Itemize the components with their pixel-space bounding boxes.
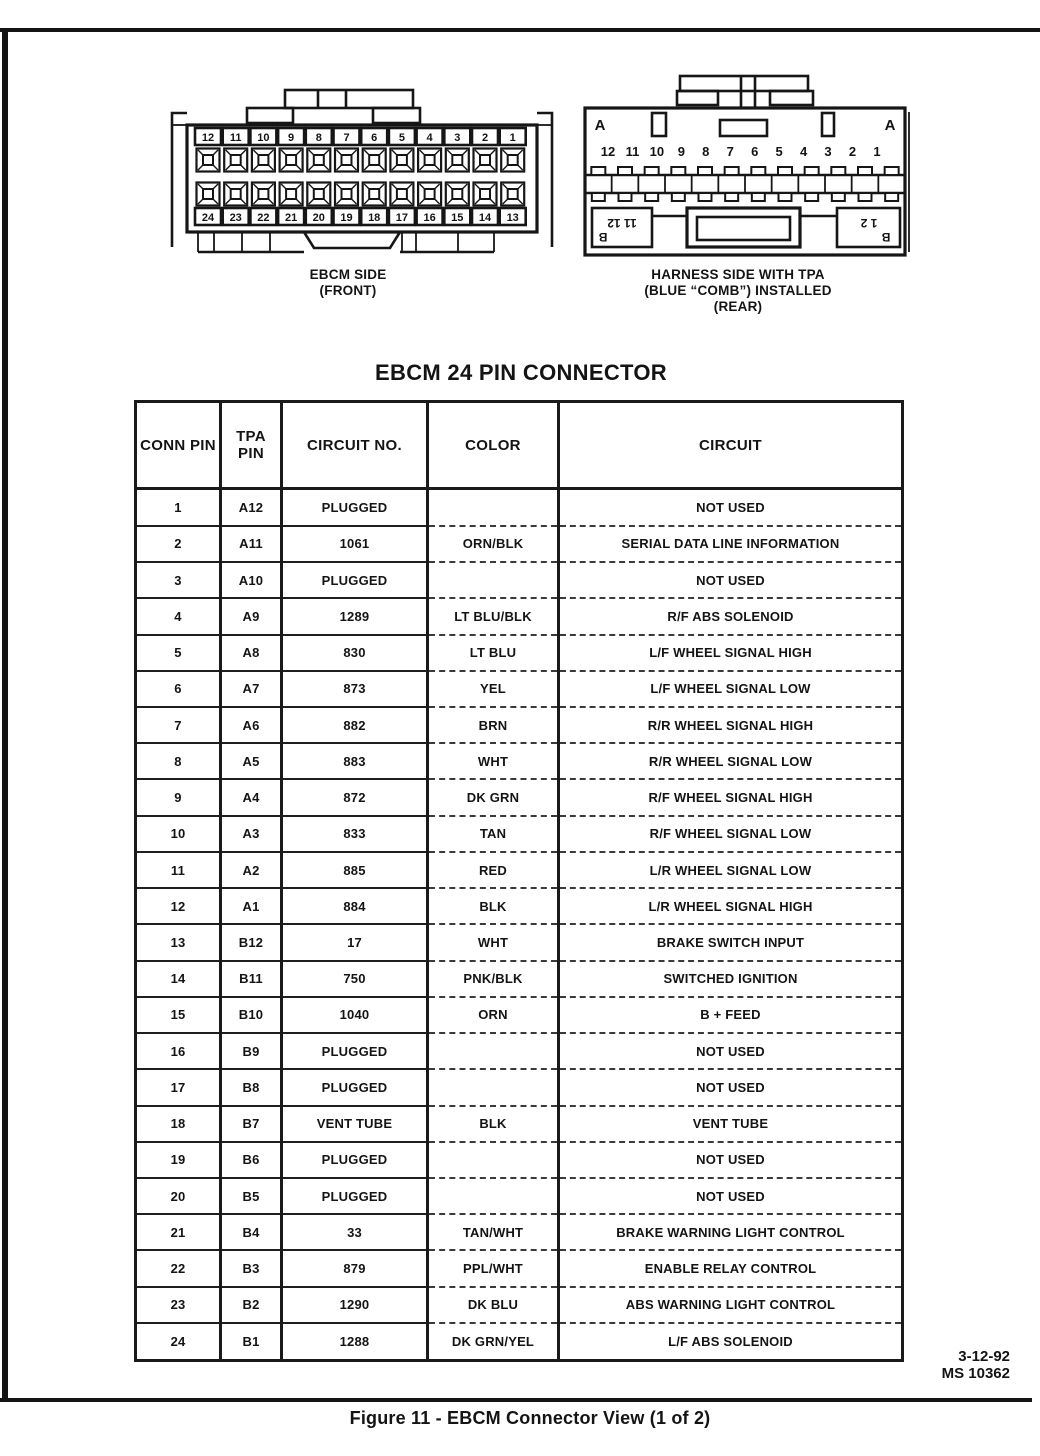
- color-cell: DK BLU: [428, 1287, 559, 1323]
- table-row: [136, 526, 903, 562]
- color-cell: [428, 1033, 559, 1069]
- circuit-cell: B + FEED: [559, 997, 903, 1033]
- table-row: [136, 671, 903, 707]
- tpa-pin-cell: B5: [221, 1178, 282, 1214]
- color-cell: WHT: [428, 924, 559, 960]
- svg-text:1: 1: [873, 144, 881, 159]
- table-row: [136, 1106, 903, 1142]
- table-row: [136, 888, 903, 924]
- circuit-cell: NOT USED: [559, 1033, 903, 1069]
- tpa-pin-cell: A1: [221, 888, 282, 924]
- table-row: [136, 1214, 903, 1250]
- svg-text:9: 9: [677, 144, 685, 159]
- color-cell: ORN: [428, 997, 559, 1033]
- circuit-cell: SWITCHED IGNITION: [559, 961, 903, 997]
- circuit-no-cell: 33: [282, 1214, 428, 1250]
- svg-text:13: 13: [506, 212, 519, 224]
- color-cell: BRN: [428, 707, 559, 743]
- document-number: MS 10362: [941, 1365, 1010, 1383]
- svg-text:2: 2: [481, 132, 489, 144]
- tpa-pin-cell: B12: [221, 924, 282, 960]
- color-cell: YEL: [428, 671, 559, 707]
- circuit-cell: SERIAL DATA LINE INFORMATION: [559, 526, 903, 562]
- table-row: [136, 1178, 903, 1214]
- circuit-cell: R/F WHEEL SIGNAL LOW: [559, 816, 903, 852]
- svg-text:10: 10: [649, 144, 665, 159]
- circuit-cell: R/R WHEEL SIGNAL HIGH: [559, 707, 903, 743]
- color-cell: BLK: [428, 1106, 559, 1142]
- circuit-no-cell: 885: [282, 852, 428, 888]
- conn-pin-cell: 24: [136, 1323, 221, 1361]
- harness-side-label-line3: (REAR): [713, 298, 763, 314]
- table-row: [136, 779, 903, 815]
- svg-text:14: 14: [478, 212, 492, 224]
- ebcm-side-connector-diagram: [158, 84, 558, 274]
- table-row: [136, 1033, 903, 1069]
- tpa-pin-cell: B4: [221, 1214, 282, 1250]
- table-row: [136, 598, 903, 634]
- table-row: [136, 1287, 903, 1323]
- tpa-pin-cell: B7: [221, 1106, 282, 1142]
- conn-pin-cell: 3: [136, 562, 221, 598]
- tpa-pin-cell: B11: [221, 961, 282, 997]
- svg-text:A: A: [594, 117, 606, 134]
- page-border-top: [0, 28, 1040, 32]
- column-header: CONN PIN: [136, 402, 221, 489]
- svg-text:15: 15: [451, 212, 464, 224]
- conn-pin-cell: 5: [136, 635, 221, 671]
- svg-text:4: 4: [799, 144, 808, 159]
- circuit-cell: L/R WHEEL SIGNAL LOW: [559, 852, 903, 888]
- svg-text:6: 6: [371, 132, 378, 144]
- table-row: [136, 961, 903, 997]
- conn-pin-cell: 1: [136, 489, 221, 526]
- tpa-pin-cell: B3: [221, 1250, 282, 1286]
- circuit-no-cell: 1288: [282, 1323, 428, 1361]
- table-row: [136, 924, 903, 960]
- color-cell: LT BLU/BLK: [428, 598, 559, 634]
- tpa-pin-cell: B9: [221, 1033, 282, 1069]
- tpa-pin-cell: A7: [221, 671, 282, 707]
- svg-text:23: 23: [229, 212, 242, 224]
- page-border-left: [2, 28, 8, 1402]
- color-cell: TAN: [428, 816, 559, 852]
- svg-text:3: 3: [454, 132, 461, 144]
- circuit-no-cell: PLUGGED: [282, 562, 428, 598]
- circuit-no-cell: 872: [282, 779, 428, 815]
- circuit-cell: NOT USED: [559, 1069, 903, 1105]
- color-cell: RED: [428, 852, 559, 888]
- table-row: [136, 635, 903, 671]
- svg-text:B: B: [881, 230, 891, 244]
- color-cell: ORN/BLK: [428, 526, 559, 562]
- conn-pin-cell: 22: [136, 1250, 221, 1286]
- color-cell: [428, 489, 559, 526]
- conn-pin-cell: 20: [136, 1178, 221, 1214]
- table-row: [136, 562, 903, 598]
- circuit-no-cell: 1290: [282, 1287, 428, 1323]
- svg-text:11: 11: [229, 132, 242, 144]
- conn-pin-cell: 13: [136, 924, 221, 960]
- color-cell: [428, 1178, 559, 1214]
- circuit-no-cell: 882: [282, 707, 428, 743]
- document-info: [810, 1348, 1010, 1383]
- ebcm-connector-icon: [158, 84, 558, 274]
- circuit-no-cell: 1061: [282, 526, 428, 562]
- svg-text:12: 12: [201, 132, 215, 144]
- svg-text:7: 7: [726, 144, 734, 159]
- header-row: [136, 402, 903, 489]
- tpa-pin-cell: A5: [221, 743, 282, 779]
- circuit-cell: VENT TUBE: [559, 1106, 903, 1142]
- svg-text:11 12: 11 12: [607, 216, 637, 230]
- color-cell: WHT: [428, 743, 559, 779]
- color-cell: PNK/BLK: [428, 961, 559, 997]
- conn-pin-cell: 7: [136, 707, 221, 743]
- tpa-pin-cell: A2: [221, 852, 282, 888]
- page-border-bottom: [0, 1398, 1032, 1402]
- svg-text:7: 7: [343, 132, 350, 144]
- conn-pin-cell: 15: [136, 997, 221, 1033]
- conn-pin-cell: 23: [136, 1287, 221, 1323]
- document-date: 3-12-92: [958, 1348, 1010, 1365]
- circuit-no-cell: 873: [282, 671, 428, 707]
- circuit-cell: NOT USED: [559, 489, 903, 526]
- conn-pin-cell: 16: [136, 1033, 221, 1069]
- tpa-pin-cell: B6: [221, 1142, 282, 1178]
- tpa-pin-cell: B8: [221, 1069, 282, 1105]
- circuit-no-cell: 17: [282, 924, 428, 960]
- color-cell: [428, 562, 559, 598]
- column-header: CIRCUIT: [559, 402, 903, 489]
- harness-side-label: [588, 267, 888, 315]
- table-row: [136, 816, 903, 852]
- tpa-pin-cell: A6: [221, 707, 282, 743]
- conn-pin-cell: 21: [136, 1214, 221, 1250]
- tpa-pin-cell: B1: [221, 1323, 282, 1361]
- figure-caption: Figure 11 - EBCM Connector View (1 of 2): [349, 1408, 711, 1428]
- circuit-cell: R/F ABS SOLENOID: [559, 598, 903, 634]
- color-cell: DK GRN: [428, 779, 559, 815]
- table-row: [136, 707, 903, 743]
- ebcm-side-label-line1: EBCM SIDE: [309, 267, 387, 282]
- tpa-pin-cell: A3: [221, 816, 282, 852]
- conn-pin-cell: 12: [136, 888, 221, 924]
- circuit-cell: NOT USED: [559, 1178, 903, 1214]
- tpa-pin-cell: A9: [221, 598, 282, 634]
- circuit-no-cell: PLUGGED: [282, 1069, 428, 1105]
- tpa-pin-cell: A8: [221, 635, 282, 671]
- circuit-no-cell: PLUGGED: [282, 1142, 428, 1178]
- conn-pin-cell: 14: [136, 961, 221, 997]
- table-title: EBCM 24 PIN CONNECTOR: [375, 360, 667, 385]
- svg-text:5: 5: [398, 132, 405, 144]
- svg-text:18: 18: [368, 212, 381, 224]
- circuit-no-cell: 833: [282, 816, 428, 852]
- svg-text:8: 8: [702, 144, 710, 159]
- conn-pin-cell: 4: [136, 598, 221, 634]
- svg-text:6: 6: [751, 144, 759, 159]
- color-cell: DK GRN/YEL: [428, 1323, 559, 1361]
- circuit-no-cell: 750: [282, 961, 428, 997]
- tpa-pin-cell: B2: [221, 1287, 282, 1323]
- svg-text:12: 12: [600, 144, 616, 159]
- column-header: TPA PIN: [221, 402, 282, 489]
- table-row: [136, 1069, 903, 1105]
- circuit-cell: BRAKE WARNING LIGHT CONTROL: [559, 1214, 903, 1250]
- ebcm-pin-grid: [195, 128, 526, 225]
- circuit-no-cell: 1289: [282, 598, 428, 634]
- svg-text:20: 20: [312, 212, 325, 224]
- harness-side-label-line1: HARNESS SIDE WITH TPA: [651, 267, 825, 282]
- ebcm-side-label-line2: (FRONT): [319, 282, 377, 298]
- svg-text:2: 2: [848, 144, 857, 159]
- pinout-table-head: [136, 402, 903, 489]
- harness-connector-icon: [576, 70, 916, 266]
- table-row: [136, 1323, 903, 1361]
- color-cell: LT BLU: [428, 635, 559, 671]
- svg-text:3: 3: [824, 144, 832, 159]
- circuit-no-cell: 1040: [282, 997, 428, 1033]
- circuit-cell: L/F WHEEL SIGNAL HIGH: [559, 635, 903, 671]
- color-cell: PPL/WHT: [428, 1250, 559, 1286]
- svg-text:1 2: 1 2: [860, 216, 878, 230]
- pinout-table-body: [136, 489, 903, 1361]
- svg-text:B: B: [598, 230, 608, 244]
- circuit-cell: BRAKE SWITCH INPUT: [559, 924, 903, 960]
- table-row: [136, 852, 903, 888]
- svg-text:24: 24: [201, 212, 215, 224]
- circuit-no-cell: PLUGGED: [282, 1178, 428, 1214]
- circuit-cell: L/F ABS SOLENOID: [559, 1323, 903, 1361]
- svg-text:21: 21: [284, 212, 298, 224]
- circuit-cell: R/R WHEEL SIGNAL LOW: [559, 743, 903, 779]
- tpa-pin-cell: B10: [221, 997, 282, 1033]
- svg-text:1: 1: [509, 132, 516, 144]
- table-row: [136, 1142, 903, 1178]
- color-cell: TAN/WHT: [428, 1214, 559, 1250]
- svg-text:4: 4: [426, 132, 433, 144]
- pinout-table: [134, 400, 904, 1362]
- circuit-no-cell: 883: [282, 743, 428, 779]
- circuit-no-cell: PLUGGED: [282, 1033, 428, 1069]
- conn-pin-cell: 6: [136, 671, 221, 707]
- table-row: [136, 997, 903, 1033]
- tpa-pin-cell: A12: [221, 489, 282, 526]
- color-cell: [428, 1069, 559, 1105]
- svg-text:5: 5: [775, 144, 783, 159]
- circuit-no-cell: 884: [282, 888, 428, 924]
- color-cell: BLK: [428, 888, 559, 924]
- conn-pin-cell: 8: [136, 743, 221, 779]
- circuit-cell: ENABLE RELAY CONTROL: [559, 1250, 903, 1286]
- tpa-pin-cell: A11: [221, 526, 282, 562]
- circuit-no-cell: VENT TUBE: [282, 1106, 428, 1142]
- svg-text:16: 16: [423, 212, 436, 224]
- circuit-no-cell: PLUGGED: [282, 489, 428, 526]
- tpa-comb: [585, 167, 905, 201]
- circuit-cell: ABS WARNING LIGHT CONTROL: [559, 1287, 903, 1323]
- color-cell: [428, 1142, 559, 1178]
- table-row: [136, 1250, 903, 1286]
- circuit-no-cell: 879: [282, 1250, 428, 1286]
- conn-pin-cell: 10: [136, 816, 221, 852]
- conn-pin-cell: 9: [136, 779, 221, 815]
- conn-pin-cell: 17: [136, 1069, 221, 1105]
- svg-text:8: 8: [315, 132, 322, 144]
- table-row: [136, 743, 903, 779]
- tpa-pin-cell: A10: [221, 562, 282, 598]
- conn-pin-cell: 18: [136, 1106, 221, 1142]
- circuit-no-cell: 830: [282, 635, 428, 671]
- conn-pin-cell: 19: [136, 1142, 221, 1178]
- tpa-pin-cell: A4: [221, 779, 282, 815]
- circuit-cell: NOT USED: [559, 562, 903, 598]
- harness-side-label-line2: (BLUE “COMB”) INSTALLED: [644, 282, 832, 298]
- column-header: CIRCUIT NO.: [282, 402, 428, 489]
- conn-pin-cell: 11: [136, 852, 221, 888]
- circuit-cell: NOT USED: [559, 1142, 903, 1178]
- harness-side-connector-diagram: [576, 70, 916, 266]
- svg-text:A: A: [884, 117, 896, 134]
- svg-text:22: 22: [257, 212, 270, 224]
- svg-text:19: 19: [340, 212, 353, 224]
- circuit-cell: R/F WHEEL SIGNAL HIGH: [559, 779, 903, 815]
- svg-text:9: 9: [288, 132, 295, 144]
- svg-text:10: 10: [257, 132, 270, 144]
- circuit-cell: L/R WHEEL SIGNAL HIGH: [559, 888, 903, 924]
- circuit-cell: L/F WHEEL SIGNAL LOW: [559, 671, 903, 707]
- column-header: COLOR: [428, 402, 559, 489]
- ebcm-side-label: [248, 267, 448, 299]
- conn-pin-cell: 2: [136, 526, 221, 562]
- table-row: [136, 489, 903, 526]
- svg-text:17: 17: [395, 212, 409, 224]
- svg-text:11: 11: [625, 144, 640, 159]
